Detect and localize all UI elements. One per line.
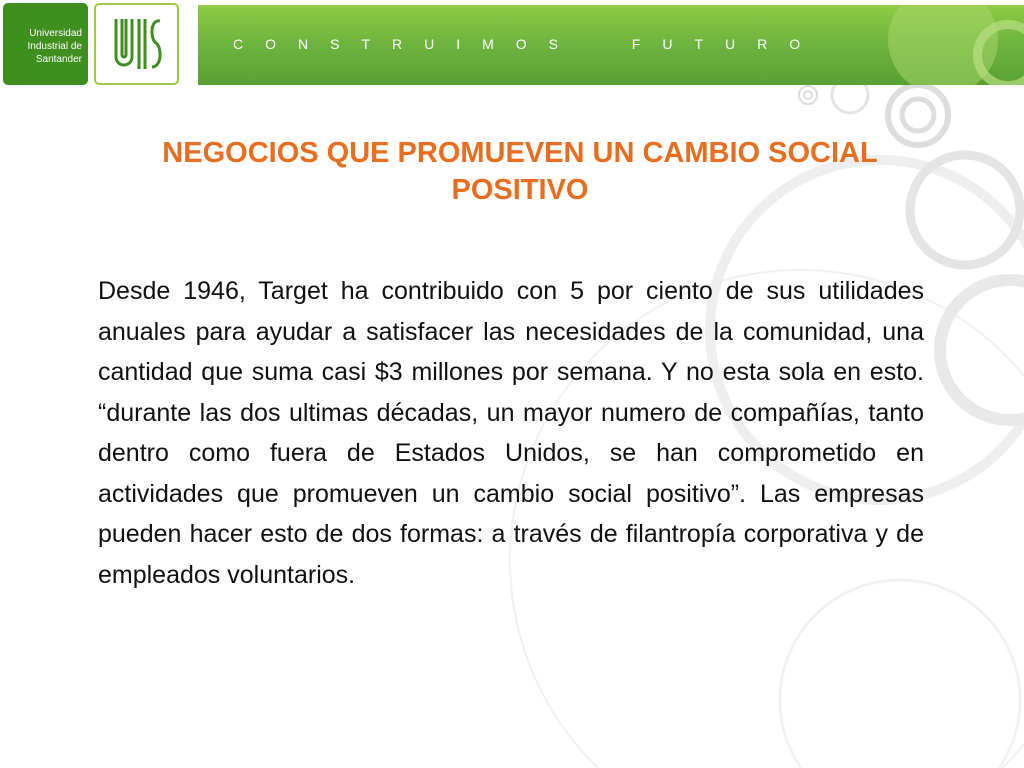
header-motto: CONSTRUIMOS FUTURO [233, 36, 823, 52]
uis-logo [94, 3, 179, 85]
slide-body-text: Desde 1946, Target ha contribuido con 5 por ciento de sus utilidades anuales para ayudar a satisfacer las necesidades de la comunidad, una cantidad que suma casi $3 millones por semana. Y no esta sola en esto. “durante las dos ultimas décadas, un mayor numero de compañías, tanto dentro como fuera de Estados Unidos, se han comprometido en actividades que promueven un cambio social positivo”. Las empresas pueden hacer esto de dos formas: a través de filantropía corporativa y de empleados voluntarios. [98, 277, 924, 589]
university-name-box [3, 3, 88, 85]
slide-title: NEGOCIOS QUE PROMUEVEN UN CAMBIO SOCIAL POSITIVO [162, 137, 878, 206]
university-name: Universidad Industrial de Santander [27, 28, 82, 65]
uis-logo-icon [96, 5, 177, 83]
